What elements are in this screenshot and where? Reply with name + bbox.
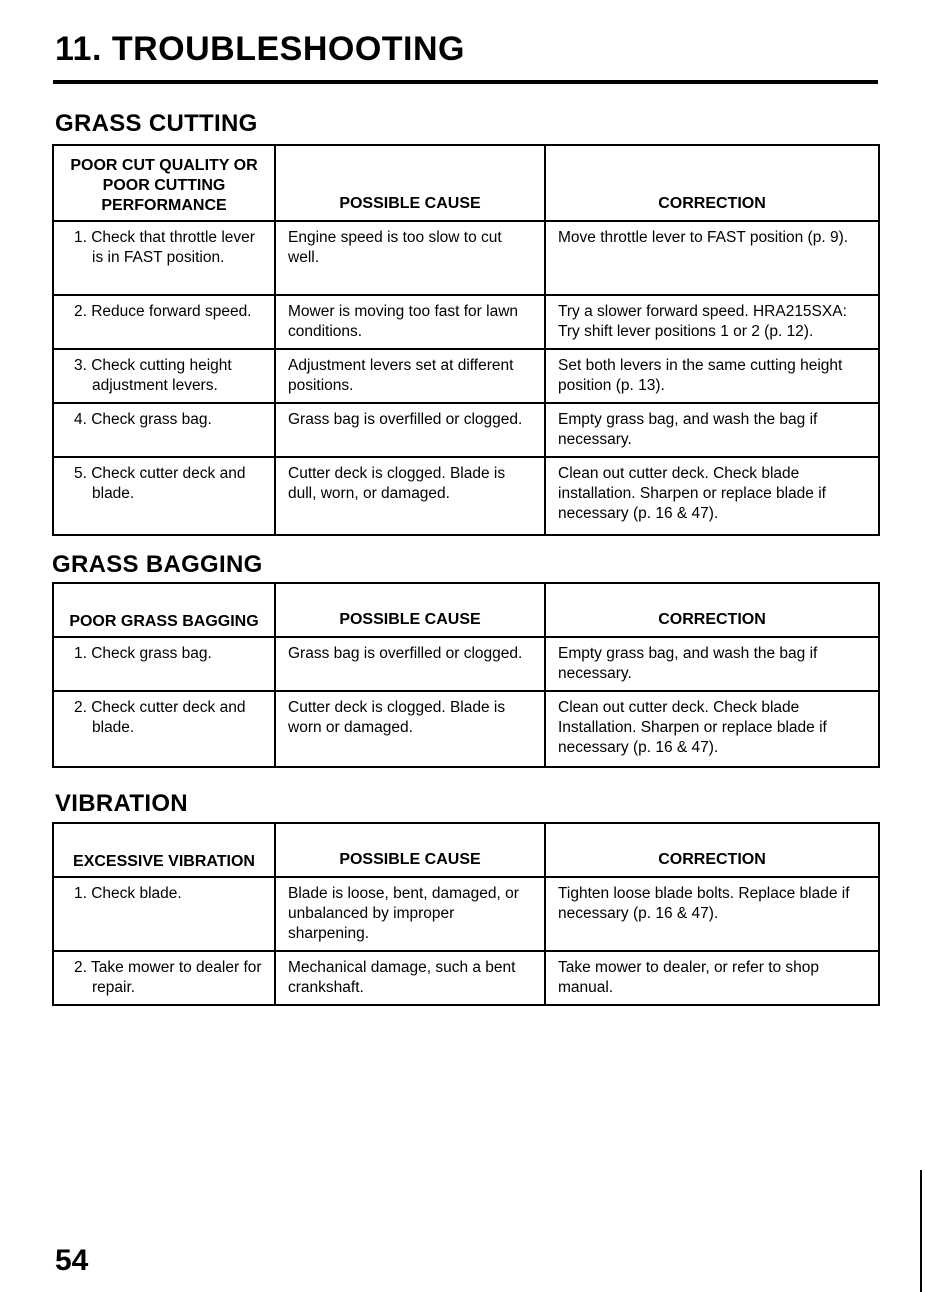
table-row xyxy=(53,637,879,691)
table-header-row xyxy=(53,145,879,221)
table-row xyxy=(53,349,879,403)
section-heading-vibration: VIBRATION xyxy=(55,790,188,817)
correction: Try a slower forward speed. HRA215SXA: Try shift lever positions 1 or 2 (p. 12). xyxy=(545,295,879,349)
check-step: 2. Reduce forward speed. xyxy=(74,303,252,320)
check-step: 2. Check cutter deck and blade. xyxy=(74,699,246,736)
correction: Tighten loose blade bolts. Replace blade if necessary (p. 16 & 47). xyxy=(545,877,879,951)
section-heading-grass-bagging: GRASS BAGGING xyxy=(52,551,263,578)
check-step: 4. Check grass bag. xyxy=(74,411,212,428)
check-step: 2. Take mower to dealer for repair. xyxy=(74,959,262,996)
possible-cause: Adjustment levers set at different positions. xyxy=(275,349,545,403)
troubleshooting-table-grass-cutting xyxy=(52,144,880,536)
correction-header: CORRECTION xyxy=(545,823,879,877)
check-step: 3. Check cutting height adjustment levers. xyxy=(74,357,232,394)
table-row xyxy=(53,221,879,295)
troubleshooting-table-grass-bagging xyxy=(52,582,880,768)
table-row xyxy=(53,403,879,457)
section-heading-grass-cutting: GRASS CUTTING xyxy=(55,110,258,137)
table-header-row xyxy=(53,583,879,637)
table-header-row xyxy=(53,823,879,877)
title-rule xyxy=(53,80,878,84)
table-row xyxy=(53,951,879,1005)
cause-header: POSSIBLE CAUSE xyxy=(275,583,545,637)
correction-header: CORRECTION xyxy=(545,583,879,637)
check-step: 5. Check cutter deck and blade. xyxy=(74,465,246,502)
possible-cause: Mower is moving too fast for lawn conditions. xyxy=(275,295,545,349)
correction: Take mower to dealer, or refer to shop manual. xyxy=(545,951,879,1005)
correction-header: CORRECTION xyxy=(545,145,879,221)
check-step: 1. Check grass bag. xyxy=(74,645,212,662)
correction: Move throttle lever to FAST position (p. 9). xyxy=(545,221,879,295)
correction: Empty grass bag, and wash the bag if necessary. xyxy=(545,403,879,457)
table-row xyxy=(53,457,879,535)
table-row xyxy=(53,295,879,349)
symptom-header: EXCESSIVE VIBRATION xyxy=(53,823,275,877)
possible-cause: Mechanical damage, such a bent crankshaft. xyxy=(275,951,545,1005)
edge-mark xyxy=(920,1170,922,1292)
page-title: 11. TROUBLESHOOTING xyxy=(55,30,465,68)
possible-cause: Grass bag is overfilled or clogged. xyxy=(275,637,545,691)
check-step: 1. Check that throttle lever is in FAST position. xyxy=(74,229,255,266)
cause-header: POSSIBLE CAUSE xyxy=(275,823,545,877)
symptom-header: POOR CUT QUALITY OR POOR CUTTING PERFORMANCE xyxy=(53,145,275,221)
possible-cause: Engine speed is too slow to cut well. xyxy=(275,221,545,295)
possible-cause: Blade is loose, bent, damaged, or unbalanced by improper sharpening. xyxy=(275,877,545,951)
correction: Clean out cutter deck. Check blade Installation. Sharpen or replace blade if necessary (p. 16 & 47). xyxy=(545,691,879,767)
troubleshooting-table-vibration xyxy=(52,822,880,1006)
possible-cause: Cutter deck is clogged. Blade is worn or damaged. xyxy=(275,691,545,767)
symptom-header: POOR GRASS BAGGING xyxy=(53,583,275,637)
page-number: 54 xyxy=(55,1244,89,1277)
correction: Set both levers in the same cutting height position (p. 13). xyxy=(545,349,879,403)
table-row xyxy=(53,877,879,951)
possible-cause: Grass bag is overfilled or clogged. xyxy=(275,403,545,457)
possible-cause: Cutter deck is clogged. Blade is dull, worn, or damaged. xyxy=(275,457,545,535)
table-row xyxy=(53,691,879,767)
correction: Empty grass bag, and wash the bag if necessary. xyxy=(545,637,879,691)
cause-header: POSSIBLE CAUSE xyxy=(275,145,545,221)
correction: Clean out cutter deck. Check blade installation. Sharpen or replace blade if necessary (p. 16 & 47). xyxy=(545,457,879,535)
check-step: 1. Check blade. xyxy=(74,885,182,902)
